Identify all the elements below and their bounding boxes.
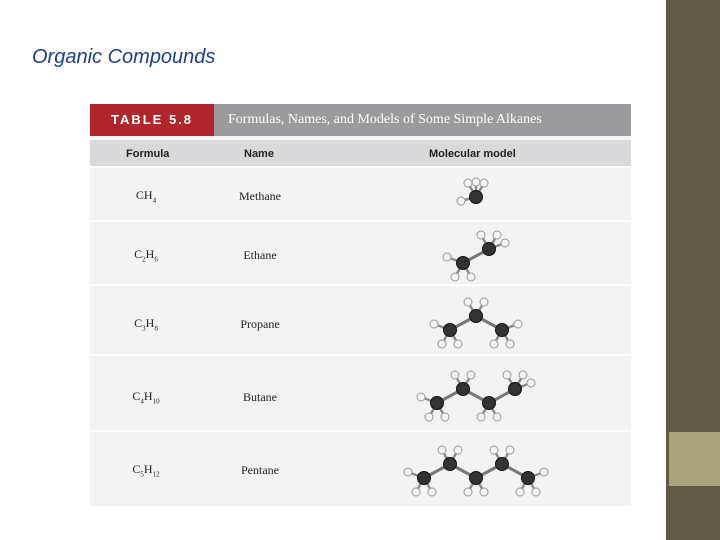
- carbon-atom: [444, 458, 457, 471]
- formula-cell: [114, 462, 178, 478]
- hydrogen-atom: [493, 231, 501, 239]
- formula-h-subscript: 6: [154, 255, 158, 264]
- hydrogen-atom: [451, 371, 459, 379]
- hydrogen-atom: [412, 488, 420, 496]
- formula-h: H: [145, 316, 155, 330]
- formula-c-subscript: 4: [140, 397, 144, 406]
- column-header-formula: Formula: [126, 148, 170, 160]
- table-row: [90, 430, 631, 506]
- table-number-label: TABLE 5.8: [90, 104, 214, 136]
- formula-cell: [114, 389, 178, 405]
- hydrogen-atom: [428, 488, 436, 496]
- hydrogen-atom: [514, 320, 522, 328]
- carbon-atom: [431, 397, 444, 410]
- formula-c-subscript: 3: [142, 324, 146, 333]
- hydrogen-atom: [490, 446, 498, 454]
- hydrogen-atom: [404, 468, 412, 476]
- alkane-table: [90, 104, 631, 504]
- carbon-atom: [522, 472, 535, 485]
- formula-h-subscript: 12: [152, 470, 160, 479]
- hydrogen-atom: [480, 488, 488, 496]
- hydrogen-atom: [454, 340, 462, 348]
- hydrogen-atom: [501, 239, 509, 247]
- molecular-model: [396, 222, 631, 286]
- hydrogen-atom: [443, 253, 451, 261]
- formula-c: C: [132, 462, 141, 476]
- hydrogen-atom: [506, 446, 514, 454]
- hydrogen-atom: [425, 413, 433, 421]
- formula-h-subscript: 10: [152, 397, 160, 406]
- hydrogen-atom: [480, 179, 488, 187]
- hydrogen-atom: [464, 179, 472, 187]
- molecular-model: [396, 432, 631, 506]
- hydrogen-atom: [438, 340, 446, 348]
- hydrogen-atom: [467, 273, 475, 281]
- carbon-atom: [496, 324, 509, 337]
- formula-c: C: [134, 247, 143, 261]
- carbon-atom: [470, 191, 483, 204]
- hydrogen-atom: [441, 413, 449, 421]
- hydrogen-atom: [430, 320, 438, 328]
- formula-c-subscript: 2: [142, 255, 146, 264]
- table-header-bar: [90, 104, 631, 136]
- hydrogen-atom: [480, 298, 488, 306]
- formula-h: H: [143, 389, 153, 403]
- formula-cell: [114, 316, 178, 332]
- carbon-atom: [470, 472, 483, 485]
- carbon-atom: [470, 310, 483, 323]
- table-title: Formulas, Names, and Models of Some Simple Alkanes: [228, 112, 542, 127]
- hydrogen-atom: [472, 178, 480, 186]
- molecular-model: [396, 356, 631, 432]
- name-cell: Propane: [240, 317, 280, 331]
- hydrogen-atom: [457, 197, 465, 205]
- formula-cell: [114, 247, 178, 263]
- formula-h: H: [143, 462, 153, 476]
- carbon-atom: [457, 257, 470, 270]
- table-row: [90, 284, 631, 356]
- carbon-atom: [483, 397, 496, 410]
- carbon-atom: [444, 324, 457, 337]
- table-row: [90, 166, 631, 222]
- table-row: [90, 354, 631, 432]
- formula-h: H: [145, 247, 155, 261]
- formula-h-subscript: 8: [154, 324, 158, 333]
- hydrogen-atom: [532, 488, 540, 496]
- hydrogen-atom: [503, 371, 511, 379]
- hydrogen-atom: [506, 340, 514, 348]
- hydrogen-atom: [454, 446, 462, 454]
- slide-title: Organic Compounds: [32, 46, 216, 68]
- sidebar-accent-block: [669, 432, 720, 486]
- carbon-atom: [418, 472, 431, 485]
- carbon-atom: [496, 458, 509, 471]
- hydrogen-atom: [451, 273, 459, 281]
- table-row: [90, 220, 631, 286]
- hydrogen-atom: [467, 371, 475, 379]
- column-header-row: [90, 140, 631, 168]
- formula-c: C: [134, 316, 143, 330]
- column-header-model: Molecular model: [429, 148, 516, 160]
- molecular-model: [396, 168, 631, 222]
- formula-h-subscript: 4: [152, 196, 157, 205]
- hydrogen-atom: [464, 298, 472, 306]
- name-cell: Pentane: [241, 463, 279, 477]
- hydrogen-atom: [519, 371, 527, 379]
- hydrogen-atom: [477, 413, 485, 421]
- hydrogen-atom: [493, 413, 501, 421]
- hydrogen-atom: [490, 340, 498, 348]
- column-header-name: Name: [244, 148, 274, 160]
- molecular-model: [396, 286, 631, 356]
- formula-c: C: [132, 389, 141, 403]
- formula-c-subscript: 5: [140, 470, 144, 479]
- formula-c: CH: [135, 188, 153, 202]
- hydrogen-atom: [464, 488, 472, 496]
- name-cell: Methane: [239, 189, 281, 203]
- hydrogen-atom: [477, 231, 485, 239]
- formula-cell: [114, 188, 178, 204]
- hydrogen-atom: [527, 379, 535, 387]
- hydrogen-atom: [540, 468, 548, 476]
- carbon-atom: [483, 243, 496, 256]
- carbon-atom: [457, 383, 470, 396]
- carbon-atom: [509, 383, 522, 396]
- name-cell: Ethane: [243, 248, 277, 262]
- hydrogen-atom: [417, 393, 425, 401]
- name-cell: Butane: [243, 390, 277, 404]
- hydrogen-atom: [516, 488, 524, 496]
- hydrogen-atom: [438, 446, 446, 454]
